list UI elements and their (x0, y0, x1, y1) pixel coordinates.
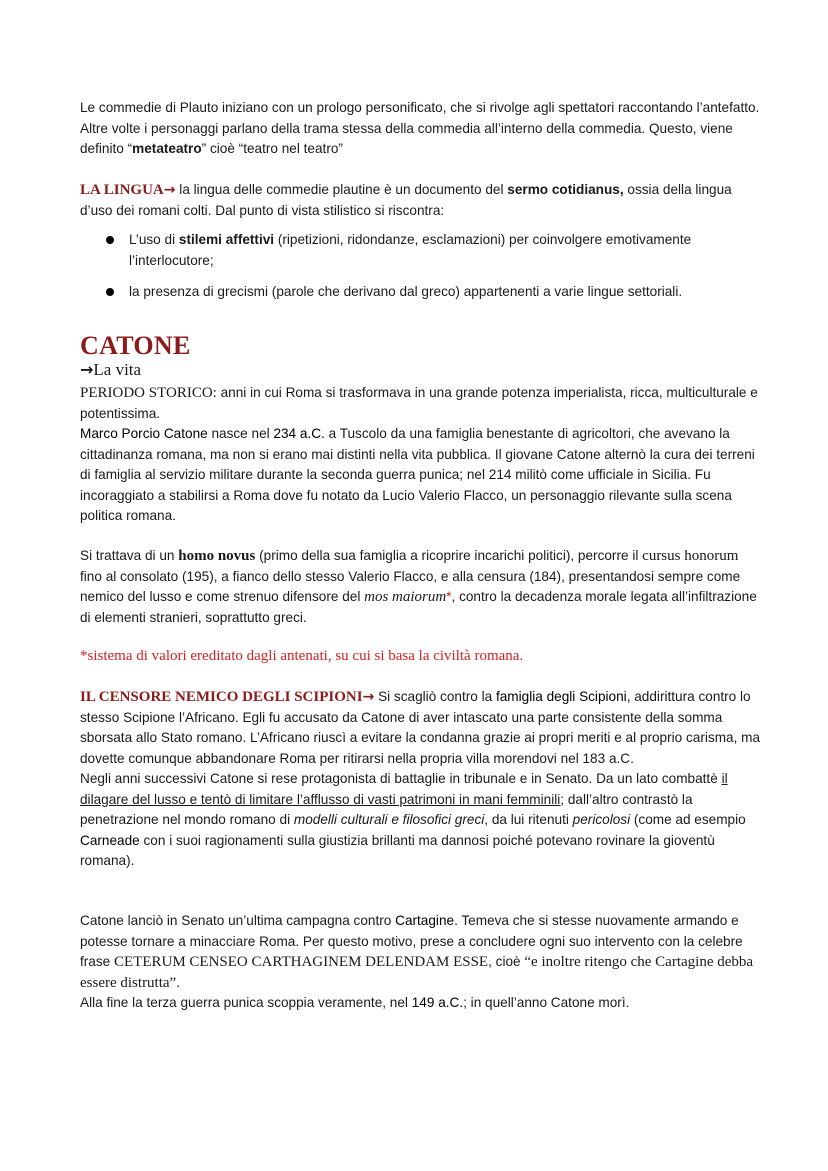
intro-paragraph (80, 98, 760, 160)
lingua-bullet-list (80, 230, 770, 303)
cursus-honorum-term: cursus honorum (642, 548, 739, 564)
underlined-text: il dilagare del lusso e tentò di limitare l’afflusso di vasti patrimoni in mani femminili; (80, 771, 728, 807)
italic-text-2: pericolosi (572, 812, 631, 827)
page-title: CATONE (80, 331, 191, 360)
cartagine-text-2: . Temeva che si stesse nuovamente armando e potesse tornare a minacciare Roma. Per questo motivo, prese a concludere ogni suo intervento con la celebre frase (80, 913, 743, 969)
intro-text: Le commedie di Plauto iniziano con un prologo personificato, che si rivolge agli spettatori raccontando l’antefatto. Altre volte i personaggi parlano della trama stessa della commedia all’interno della commedia. Questo, viene definito “ (80, 100, 760, 156)
bio-paragraph (80, 383, 760, 527)
catone-name: Marco Porcio Catone (80, 426, 208, 441)
cartagine-text-5: Alla fine la terza guerra punica scoppia veramente, nel (80, 995, 412, 1010)
censore-text-5: , da lui ritenuti (484, 812, 573, 827)
lingua-heading: LA LINGUA (80, 182, 164, 198)
intro-tail: ” cioè “teatro nel teatro” (201, 141, 343, 156)
cartagine-text-3: , cioè (488, 954, 525, 969)
periodo-label: PERIODO STORICO: (80, 385, 217, 401)
lingua-paragraph (80, 180, 760, 221)
censore-text-2: , addirittura contro lo stesso Scipione l’Africano. Egli fu accusato da Catone di aver intascato una parte consistente della somma sborsata allo Stato romano. L’Africano riuscì a evitare la condanna grazie ai propri meriti e al proprio carisma, ma dovette comunque abbandonare Roma per ritirarsi nella propria villa morendovi nel 183 a.C. (80, 689, 761, 766)
birth-year: 234 a.C. (273, 426, 325, 441)
subtitle-text: La vita (93, 360, 142, 379)
arrow-right-icon: → (163, 182, 176, 198)
cartagine-text-4: . (176, 974, 180, 990)
bullet-icon (106, 236, 114, 244)
censore-text: Si scagliò contro la (374, 689, 496, 704)
footnote-marker: * (446, 589, 452, 604)
homo-novus-paragraph (80, 546, 760, 628)
footnote: *sistema di valori ereditato dagli antenati, su cui si basa la civiltà romana. (80, 648, 524, 664)
homo-novus-text-4: , contro la decadenza morale legata all’infiltrazione di elementi stranieri, soprattutto greci. (80, 589, 757, 625)
censore-heading: IL CENSORE NEMICO DEGLI SCIPIONI (80, 689, 363, 705)
censore-text-7: con i suoi ragionamenti sulla giustizia brillanti ma dannosi poiché potevano rovinare la gioventù romana). (80, 832, 715, 868)
list-item (80, 230, 770, 271)
cartagine-text-6: ; in quell’anno Catone morì. (463, 995, 630, 1010)
censore-text-4: dall’altro contrastò la penetrazione nel mondo romano di (80, 791, 693, 827)
lingua-text-2: ossia della lingua d’uso dei romani colti. Dal punto di vista stilistico si riscontra: (80, 182, 732, 218)
cartagine-paragraph (80, 911, 760, 1014)
carneade-term: Carneade (80, 832, 140, 848)
homo-novus-term: homo novus (178, 548, 256, 564)
bio-text: a Tuscolo da una famiglia benestante di agricoltori, che avevano la cittadinanza romana, ma non si erano mai distinti nella vita pubblica. Il giovane Catone alternò la cura dei terreni di famiglia al servizio militare durante la seconda guerra punica; nel 214 militò come ufficiale in Sicilia. Fu incoraggiato a stabilirsi a Roma dove fu notato da Lucio Valerio Flacco, un personaggio rilevante sulla scena politica romana. (80, 426, 755, 523)
homo-novus-text: Si trattava di un (80, 548, 179, 563)
intro-term: metateatro (132, 141, 202, 156)
section-subtitle (80, 360, 141, 380)
italic-text: modelli culturali e filosofici greci (293, 812, 485, 827)
bullet-text: L’uso di (129, 232, 179, 247)
censore-text-6: (come ad esempio (630, 812, 746, 827)
lingua-text: la lingua delle commedie plautine è un documento del (175, 182, 508, 197)
translation-quote: “e inoltre ritengo che Cartagine debba essere distrutta” (80, 954, 754, 991)
censore-paragraph (80, 687, 760, 872)
bullet-text: la presenza di grecismi (parole che derivano dal greco) appartenenti a varie lingue settoriali. (129, 284, 683, 299)
death-year: 149 a.C. (411, 995, 464, 1010)
censore-text-3: Negli anni successivi Catone si rese protagonista di battaglie in tribunale e in Senato. Da un lato combattè (80, 771, 722, 786)
scipioni-term: famiglia degli Scipioni (495, 689, 627, 704)
latin-quote: CETERUM CENSEO CARTHAGINEM DELENDAM ESSE (114, 954, 489, 970)
arrow-right-icon: → (80, 360, 94, 379)
arrow-right-icon: → (362, 689, 375, 705)
born-text: nasce nel (207, 426, 274, 441)
homo-novus-text-3: fino al consolato (195), a fianco dello stesso Valerio Flacco, e alla censura (184), presentandosi sempre come nemico del lusso e come strenuo difensore del (80, 568, 741, 604)
mos-maiorum-term: mos maiorum (364, 589, 447, 605)
cartagine-text: Catone lanciò in Senato un’ultima campagna contro (80, 913, 396, 928)
periodo-text: anni in cui Roma si trasformava in una grande potenza imperialista, ricca, multiculturale e potentissima. (80, 385, 758, 421)
bullet-bold: stilemi affettivi (178, 232, 275, 247)
bullet-text-post: (ripetizioni, ridondanze, esclamazioni) per coinvolgere emotivamente l’interlocutore; (129, 232, 692, 268)
cartagine-term: Cartagine (395, 913, 455, 928)
homo-novus-text-2: (primo della sua famiglia a ricoprire incarichi politici), percorre il (255, 548, 643, 563)
list-item (80, 282, 770, 303)
bullet-icon (106, 288, 114, 296)
lingua-term: sermo cotidianus, (507, 182, 624, 197)
